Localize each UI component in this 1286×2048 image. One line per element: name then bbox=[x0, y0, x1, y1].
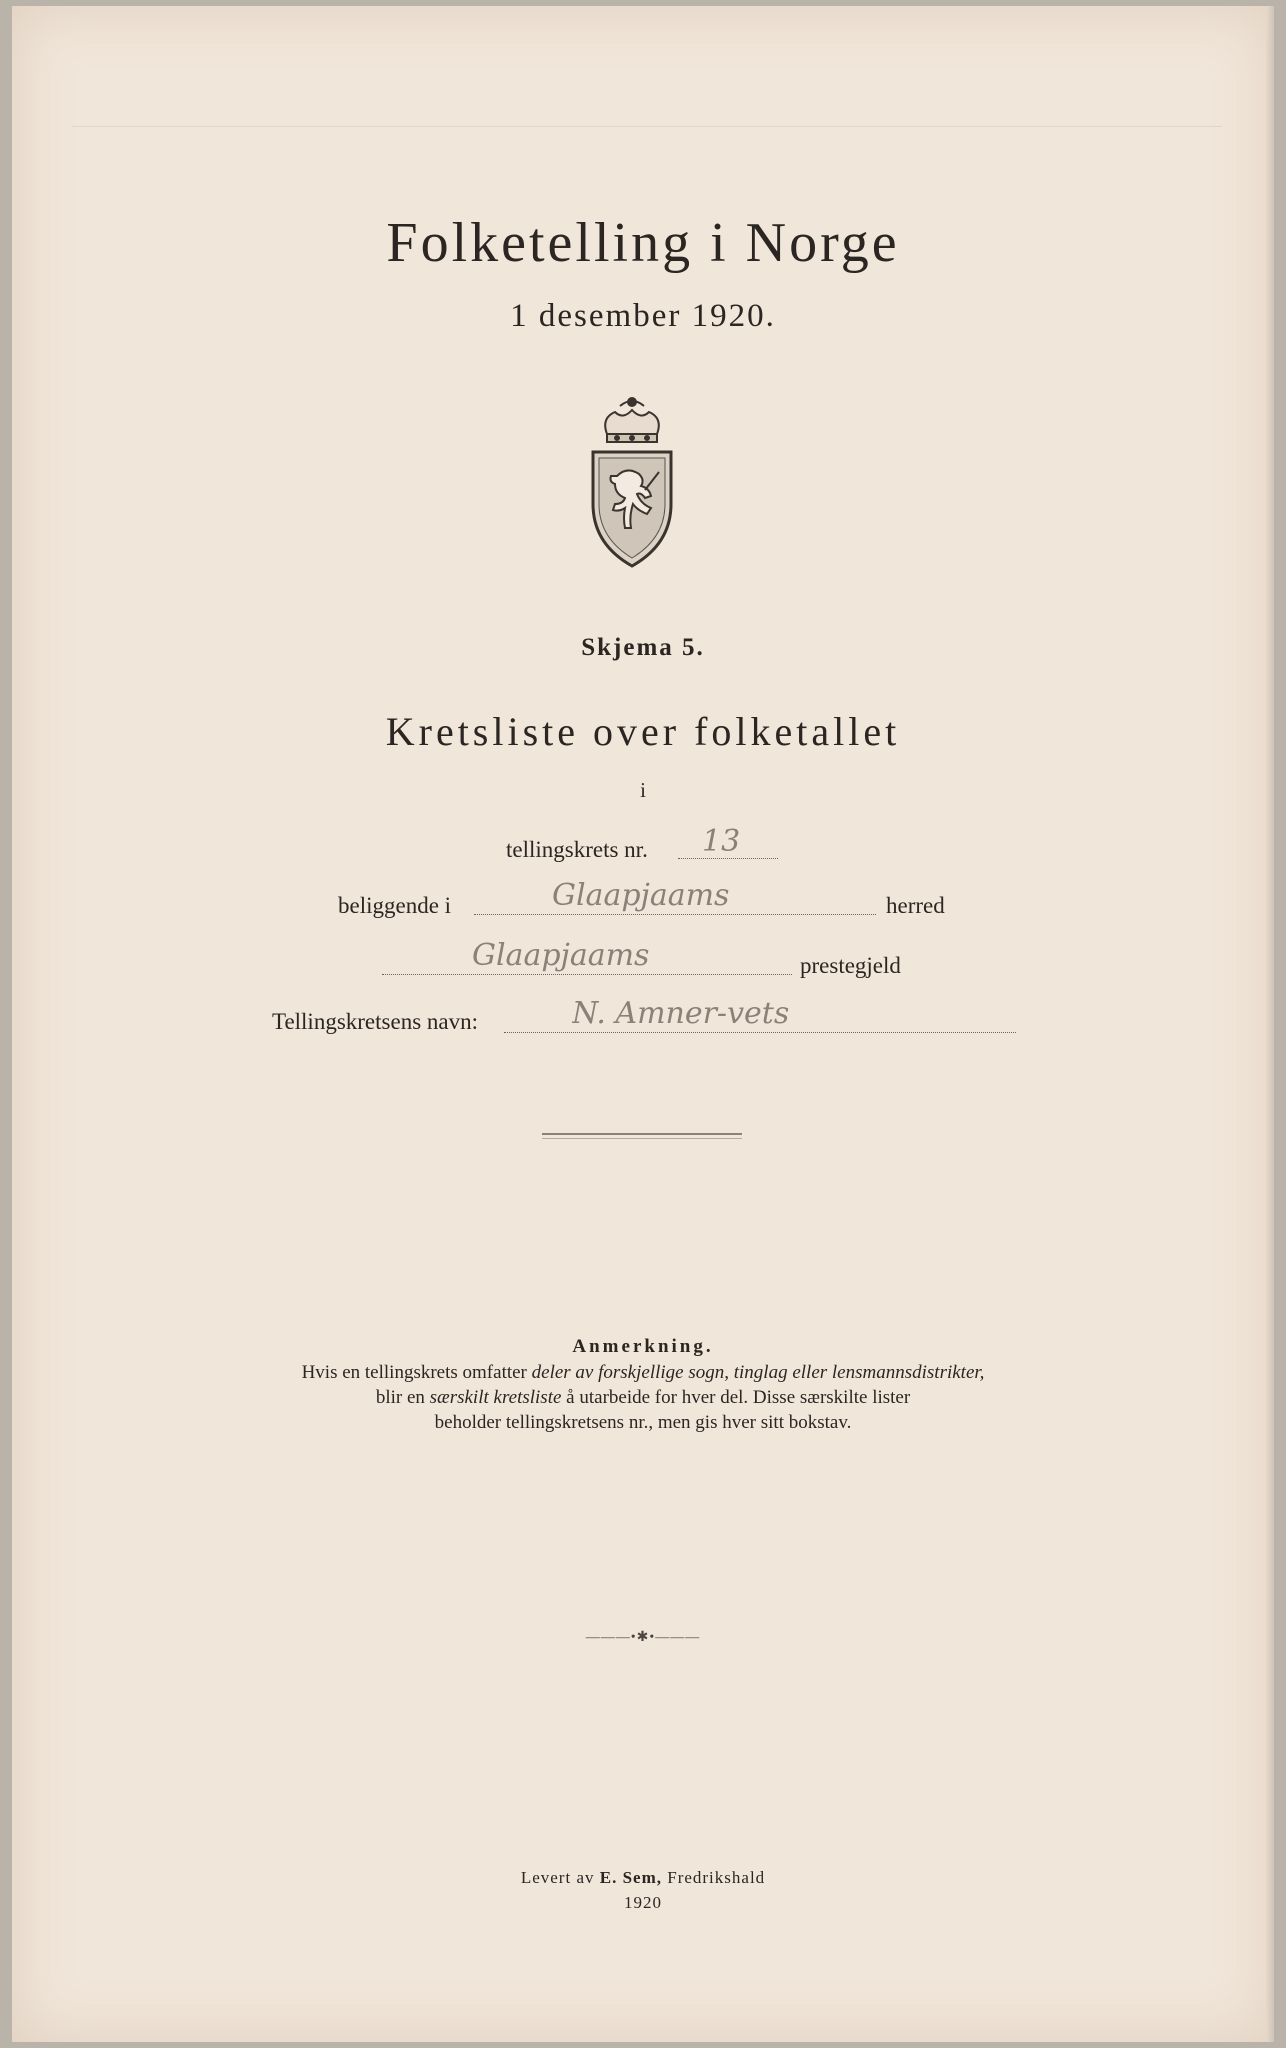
printer-place: Fredrikshald bbox=[661, 1868, 766, 1887]
schema-number: Skjema 5. bbox=[581, 634, 705, 661]
section-divider bbox=[542, 1133, 742, 1135]
beliggende-label: beliggende i bbox=[338, 893, 452, 918]
document-page bbox=[12, 6, 1274, 2042]
connector-text: i bbox=[640, 778, 646, 802]
herred-label: herred bbox=[886, 893, 945, 918]
krets-navn-value: N. Amner-vets bbox=[572, 996, 790, 1031]
krets-navn-label: Tellingskretsens navn: bbox=[272, 1009, 478, 1034]
census-date: 1 desember 1920. bbox=[510, 298, 776, 334]
note-line-2-text: blir en bbox=[375, 1387, 430, 1408]
note-line-1 bbox=[12, 1362, 1274, 1384]
printer-prefix: Levert av bbox=[520, 1868, 600, 1887]
note-line-1-emphasis: deler av forskjellige sogn, tinglag eller lensmannsdistrikter, bbox=[531, 1362, 985, 1383]
form-heading: Kretsliste over folketallet bbox=[385, 709, 901, 754]
tellingskrets-label: tellingskrets nr. bbox=[506, 837, 648, 862]
note-line-3: beholder tellingskretsens nr., men gis hver sitt bokstav. bbox=[434, 1412, 852, 1433]
note-line-2 bbox=[12, 1387, 1274, 1409]
printer-credit bbox=[12, 1868, 1274, 1888]
section-divider-thin bbox=[542, 1138, 742, 1139]
note-heading: Anmerkning. bbox=[572, 1336, 714, 1357]
herred-value: Glaapjaams bbox=[552, 878, 730, 913]
prestegjeld-label: prestegjeld bbox=[800, 953, 901, 978]
norwegian-coat-of-arms-icon bbox=[587, 394, 677, 569]
tellingskrets-value: 13 bbox=[702, 824, 741, 859]
ornament-divider: ———•✱•——— bbox=[585, 1630, 701, 1645]
print-year: 1920 bbox=[624, 1893, 662, 1912]
note-line-2-emphasis: særskilt kretsliste bbox=[429, 1387, 562, 1408]
printer-name: E. Sem, bbox=[599, 1868, 662, 1887]
document-title: Folketelling i Norge bbox=[386, 212, 900, 274]
note-line-1-text: Hvis en tellingskrets omfatter bbox=[301, 1362, 532, 1383]
prestegjeld-value: Glaapjaams bbox=[472, 938, 650, 973]
note-line-2-rest: å utarbeide for hver del. Disse særskilte lister bbox=[561, 1387, 911, 1408]
